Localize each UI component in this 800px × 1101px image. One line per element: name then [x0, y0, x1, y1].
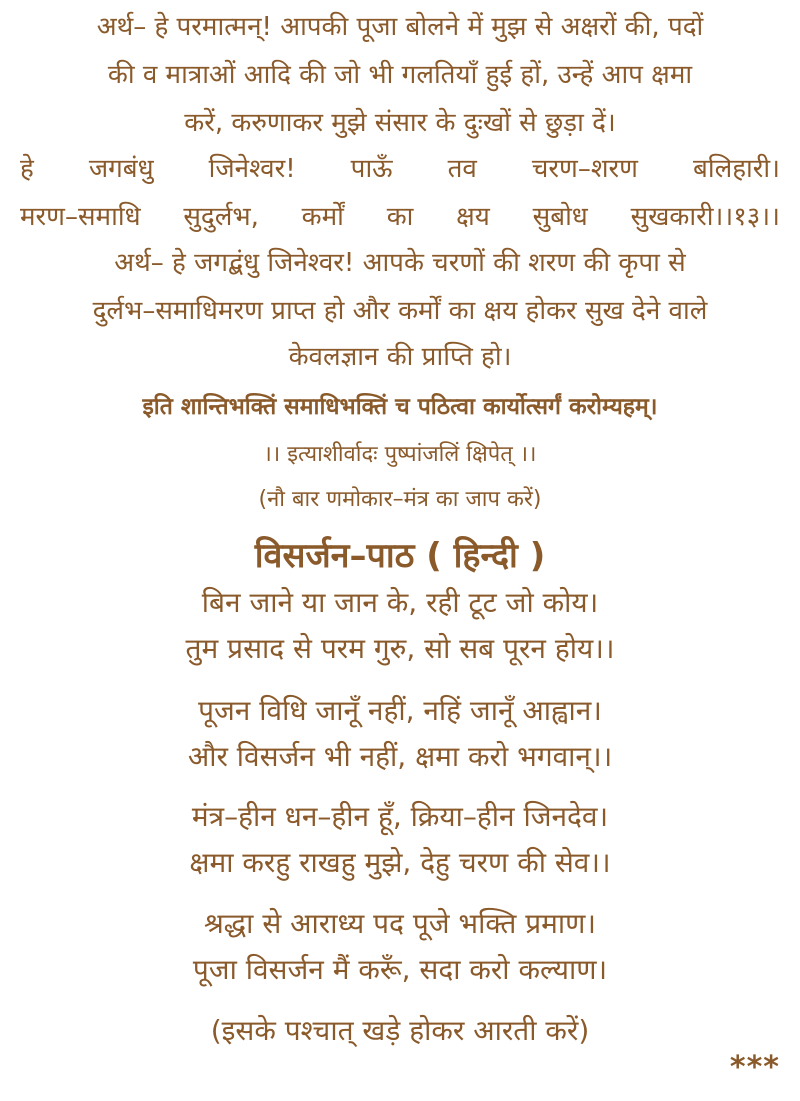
- meaning-line: अर्थ– हे परमात्मन्! आपकी पूजा बोलने में मुझ से अक्षरों की, पदों: [96, 12, 704, 42]
- verse-line: श्रद्धा से आराध्य पद पूजे भक्ति प्रमाण।: [203, 907, 596, 940]
- ashirvad-line: ।। इत्याशीर्वादः पुष्पांजलिं क्षिपेत् ।।: [263, 442, 537, 467]
- verse-word: तव: [447, 154, 477, 184]
- meaning-line: अर्थ– हे जगद्बंधु जिनेश्वर! आपके चरणों की शरण की कृपा से: [114, 248, 686, 278]
- verse-word: पाऊँ: [350, 154, 393, 184]
- meaning-line: केवलज्ञान की प्राप्ति हो।: [288, 342, 512, 372]
- closing-note: (इसके पश्चात् खड़े होकर आरती करें): [210, 1014, 590, 1047]
- verse-word: मरण–समाधि: [20, 202, 141, 232]
- japa-note: (नौ बार णमोकार–मंत्र का जाप करें): [258, 487, 542, 512]
- verse-word: कर्मों: [301, 202, 344, 232]
- verse-word: सुखकारी।।१३।।: [630, 202, 780, 232]
- verse-13-line-2: [20, 200, 780, 234]
- verse-word: बलिहारी।: [692, 154, 780, 184]
- verse-word: का: [386, 202, 414, 232]
- verse-13-line-1: [20, 152, 780, 186]
- meaning-line: की व मात्राओं आदि की जो भी गलतियाँ हुई हों, उन्हें आप क्षमा: [107, 60, 693, 90]
- verse-word: जिनेश्वर!: [208, 154, 296, 184]
- verse-word: हे: [20, 154, 34, 184]
- verse-line: बिन जाने या जान के, रही टूट जो कोय।: [201, 586, 599, 619]
- verse-line: और विसर्जन भी नहीं, क्षमा करो भगवान्।।: [187, 740, 613, 773]
- section-heading: विसर्जन–पाठ ( हिन्दी ): [254, 536, 546, 576]
- verse-line: पूजन विधि जानूँ नहीं, नहिं जानूँ आह्वान।: [198, 694, 602, 727]
- verse-line: क्षमा करहु राखहु मुझे, देहु चरण की सेव।।: [189, 846, 611, 879]
- verse-word: सुदुर्लभ,: [183, 202, 259, 232]
- meaning-line: दुर्लभ–समाधिमरण प्राप्त हो और कर्मों का क्षय होकर सुख देने वाले: [92, 296, 708, 326]
- verse-word: जगबंधु: [88, 154, 154, 184]
- verse-line: तुम प्रसाद से परम गुरु, सो सब पूरन होय।।: [185, 632, 615, 665]
- verse-line: पूजा विसर्जन मैं करूँ, सदा करो कल्याण।: [192, 953, 608, 986]
- end-mark: ***: [729, 1050, 780, 1085]
- meaning-line: करें, करुणाकर मुझे संसार के दुःखों से छुड़ा दें।: [184, 108, 616, 138]
- iti-sanskrit-line: इति शान्तिभक्तिं समाधिभक्तिं च पठित्वा कार्योत्सर्गं करोम्यहम्।: [142, 394, 658, 420]
- verse-line: मंत्र–हीन धन–हीन हूँ, क्रिया–हीन जिनदेव।: [191, 800, 609, 833]
- verse-word: सुबोध: [532, 202, 588, 232]
- verse-word: चरण–शरण: [531, 154, 638, 184]
- verse-word: क्षय: [456, 202, 490, 232]
